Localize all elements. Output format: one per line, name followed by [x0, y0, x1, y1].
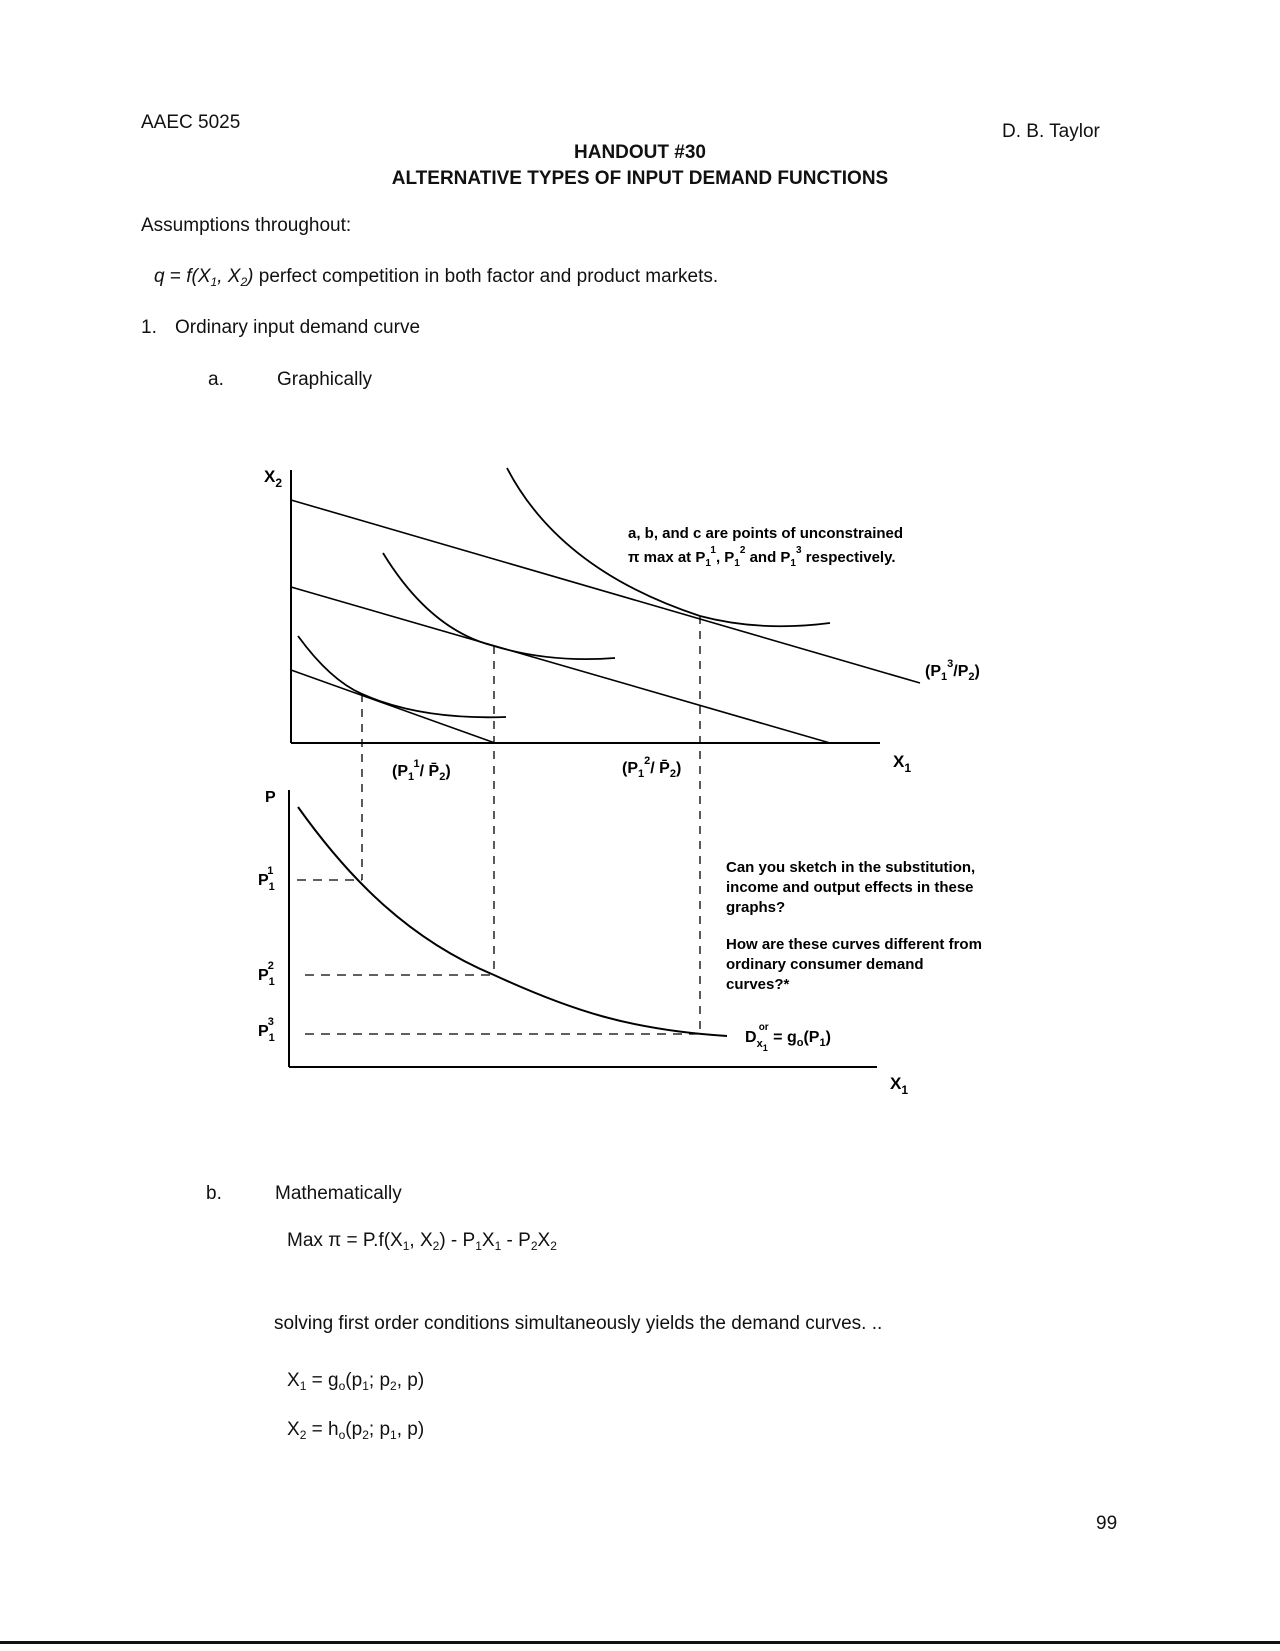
isoquant-a	[298, 636, 506, 717]
fn-mid: , X	[217, 266, 241, 287]
handout-number: HANDOUT #30	[574, 142, 706, 163]
note-pi-text: π max at P	[628, 549, 706, 566]
page-number: 99	[1096, 1513, 1118, 1534]
isocost-line-2	[291, 587, 830, 743]
section-1-number: 1.	[141, 317, 157, 338]
fn-sub1: 1	[210, 275, 218, 289]
note-line-1: a, b, and c are points of unconstrained	[628, 525, 904, 542]
price-ratio-3: $(P_1^3/P_2)$	[925, 658, 980, 683]
top-y-axis-label: $X_2$	[264, 467, 283, 490]
fn-f: f(X	[186, 266, 211, 287]
question-1-line-1: Can you sketch in the substitution,	[726, 859, 976, 876]
fn-sub2: 2	[240, 275, 248, 289]
question-1-line-3: graphs?	[726, 899, 786, 916]
question-2-line-1: How are these curves different from	[726, 936, 982, 953]
bottom-edge	[0, 1641, 1280, 1644]
note-and-text: and P	[749, 549, 791, 566]
subsection-b-label: b.	[206, 1183, 222, 1204]
assumption-text: perfect competition in both factor and product markets.	[258, 266, 719, 287]
demand-equation-2: $X_2 = h_o(p_2$; $p_1$, p)	[287, 1419, 425, 1442]
subsection-a-text: Graphically	[277, 369, 373, 390]
price-label-1: $P_11$	[258, 865, 275, 893]
question-2-line-3: curves?*	[726, 976, 790, 993]
price-ratio-2: ($P_1^2/$ $P̄_2$)	[622, 755, 682, 780]
bottom-y-axis-label: P	[265, 789, 276, 806]
assumptions-heading: Assumptions throughout:	[141, 215, 352, 236]
fn-close: )	[247, 266, 254, 287]
isoquant-b	[383, 553, 615, 659]
price-ratio-1: ($P_1^1/$ $P̄_2$)	[392, 758, 451, 783]
note-end-text: respectively.	[805, 549, 896, 566]
question-2-line-2: ordinary consumer demand	[726, 956, 924, 973]
demand-label: $D_{x1}or = g_o(P_1)$	[745, 1022, 831, 1053]
price-label-3: $P_13$	[258, 1016, 275, 1044]
page-title: ALTERNATIVE TYPES OF INPUT DEMAND FUNCTIONS	[391, 168, 889, 189]
bottom-x-axis-label: $X_1$	[890, 1074, 909, 1097]
question-1-line-2: income and output effects in these	[726, 879, 974, 896]
section-1-title: Ordinary input demand curve	[175, 317, 421, 338]
top-x-axis-label: $X_1$	[893, 752, 912, 775]
subsection-a-label: a.	[208, 369, 224, 390]
solving-text: solving first order conditions simultaneously yields the demand curves. ..	[274, 1313, 883, 1334]
demand-curve	[298, 807, 727, 1036]
equals-sign: =	[169, 266, 181, 287]
subsection-b-text: Mathematically	[275, 1183, 402, 1204]
q-symbol: q	[154, 266, 165, 287]
price-label-2: $P_12$	[258, 960, 275, 988]
author: D. B. Taylor	[1002, 121, 1100, 142]
note-line-2: π max at $P_1^1$, $P_1^2$ and $P_1^3$ respectively.	[628, 545, 896, 569]
isoquant-c	[507, 468, 830, 626]
course-code: AAEC 5025	[141, 112, 241, 133]
isocost-line-1	[291, 670, 495, 743]
demand-equation-1: $X_1 = g_o(p_1$; $p_2$, p)	[287, 1370, 425, 1393]
profit-objective: Max $\pi = P.f(X_1$, $X_2) - P_1X_1 - P_2X_2$	[287, 1230, 557, 1253]
